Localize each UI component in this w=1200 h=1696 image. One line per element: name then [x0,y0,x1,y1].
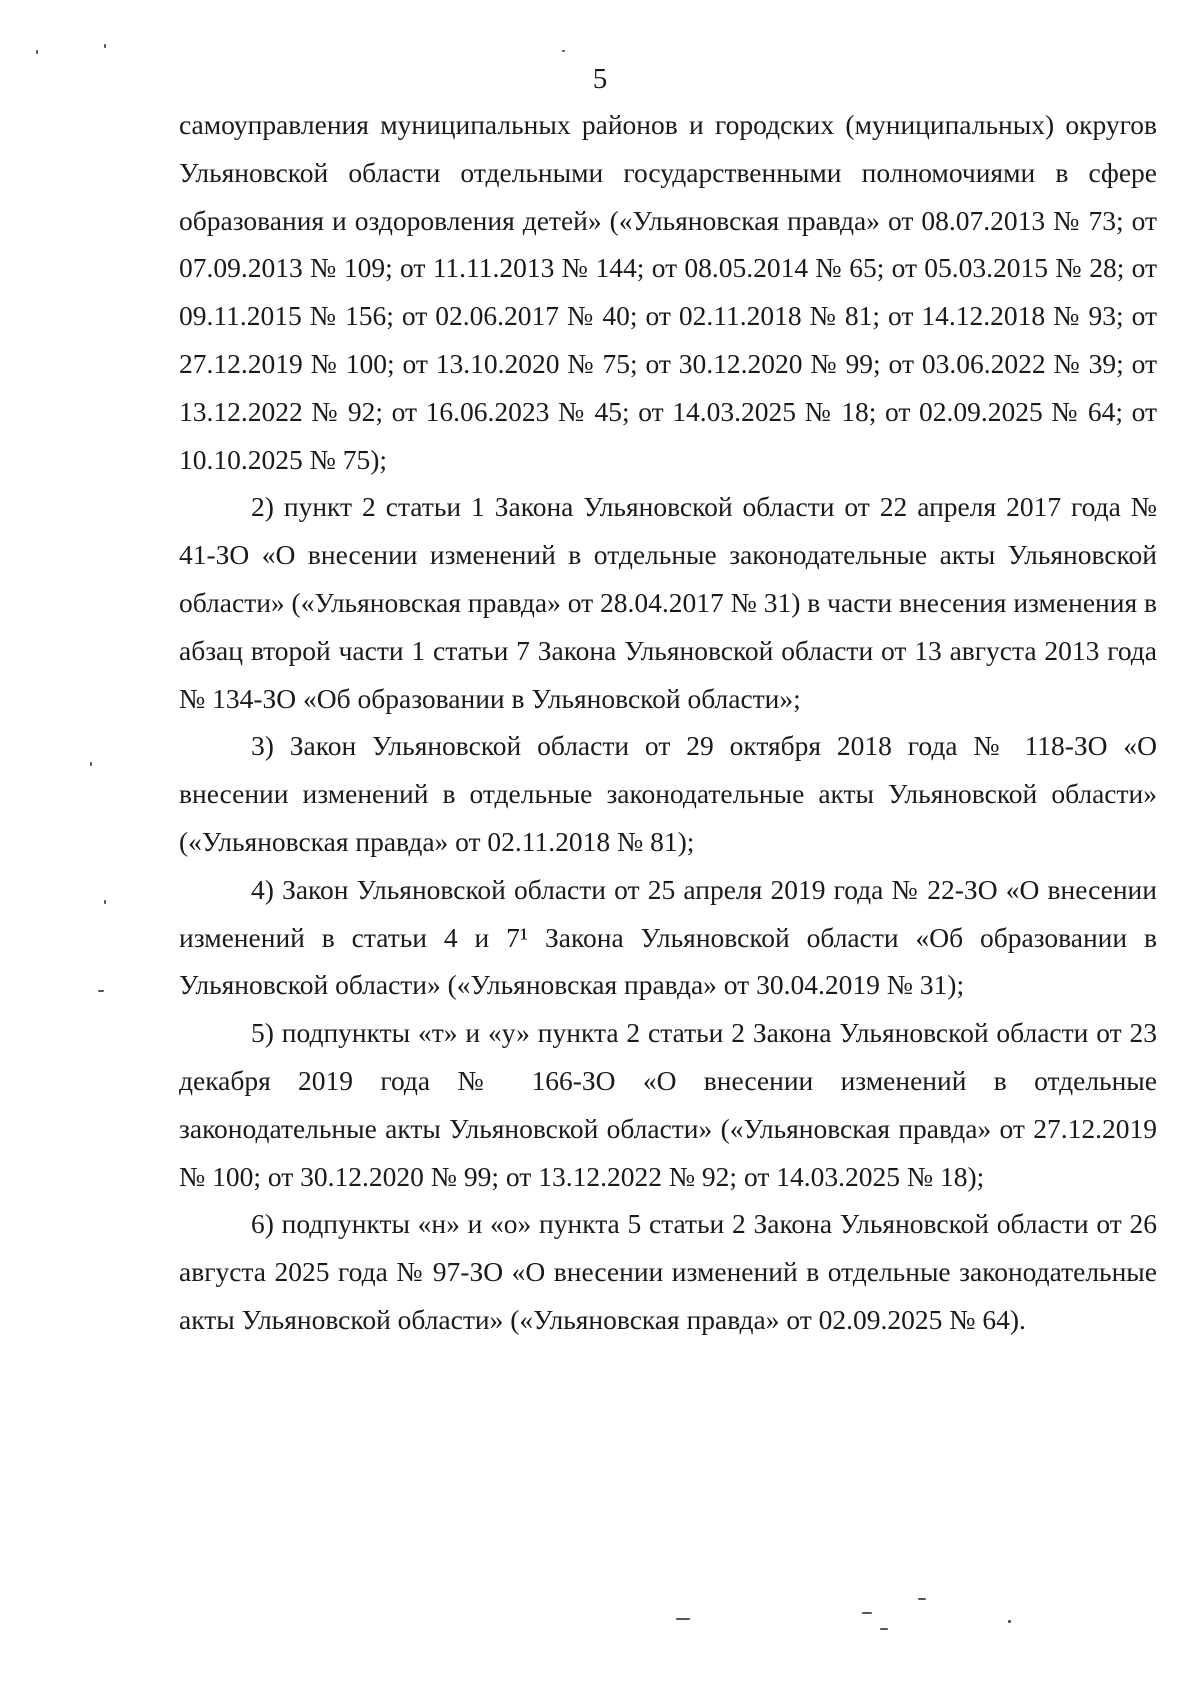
body-text [179,101,1157,1344]
scan-speck [880,1628,888,1630]
scan-speck [562,50,565,52]
scan-speck [90,762,92,766]
scan-speck [676,1618,690,1620]
paragraph-item-3: 3) Закон Ульяновской области от 29 октября 2018 года № 118-ЗО «О внесении изменений в отдельные законодательные акты Ульяновской области» («Ульяновская правда» от 02.11.2018 № 81); [179,730,1157,857]
paragraph-item-6: 6) подпункты «н» и «о» пункта 5 статьи 2 Закона Ульяновской области от 26 августа 2025 года № 97-ЗО «О внесении изменений в отдельные законодательные акты Ульяновской области» («Ульяновская правда» от 02.09.2025 № 64). [179,1208,1157,1335]
page-number: 5 [592,63,608,95]
paragraph-item-4: 4) Закон Ульяновской области от 25 апреля 2019 года № 22-ЗО «О внесении изменений в статьи 4 и 7¹ Закона Ульяновской области «Об образовании в Ульяновской области» («Ульяновская правда» от 30.04.2019 № 31); [179,873,1157,1001]
paragraph-1-continuation: самоуправления муниципальных районов и городских (муниципальных) округов Ульяновской области отдельными государственными полномочиями в сфере образования и оздоровления детей» («Ульяновская правда» от 08.07.2013 № 73; от 07.09.2013 № 109; от 11.11.2013 № 144; от 08.05.2014 № 65; от 05.03.2015 № 28; от 09.11.2015 № 156; от 02.06.2017 № 40; от 02.11.2018 № 81; от 14.12.2018 № 93; от 27.12.2019 № 100; от 13.10.2020 № 75; от 30.12.2020 № 99; от 03.06.2022 № 39; от 13.12.2022 № 92; от 16.06.2023 № 45; от 14.03.2025 № 18; от 02.09.2025 № 64; от 10.10.2025 № 75); [179,109,1157,475]
scan-speck [862,1612,872,1614]
paragraph-item-5: 5) подпункты «т» и «у» пункта 2 статьи 2 Закона Ульяновской области от 23 декабря 2019 года № 166-ЗО «О внесении изменений в отдельные законодательные акты Ульяновской области» («Ульяновская правда» от 27.12.2019 № 100; от 30.12.2020 № 99; от 13.12.2022 № 92; от 14.03.2025 № 18); [179,1017,1157,1192]
scan-speck [98,990,104,992]
paragraph-item-2: 2) пункт 2 статьи 1 Закона Ульяновской области от 22 апреля 2017 года № 41-ЗО «О внесении изменений в отдельные законодательные акты Ульяновской области» («Ульяновская правда» от 28.04.2017 № 31) в части внесения изменения в абзац второй части 1 статьи 7 Закона Ульяновской области от 13 августа 2013 года № 134-ЗО «Об образовании в Ульяновской области»; [179,491,1157,714]
scan-speck [104,900,106,904]
scan-speck [918,1598,926,1600]
scan-speck [1008,1620,1011,1623]
scan-speck [104,44,106,48]
scan-speck [36,50,38,54]
